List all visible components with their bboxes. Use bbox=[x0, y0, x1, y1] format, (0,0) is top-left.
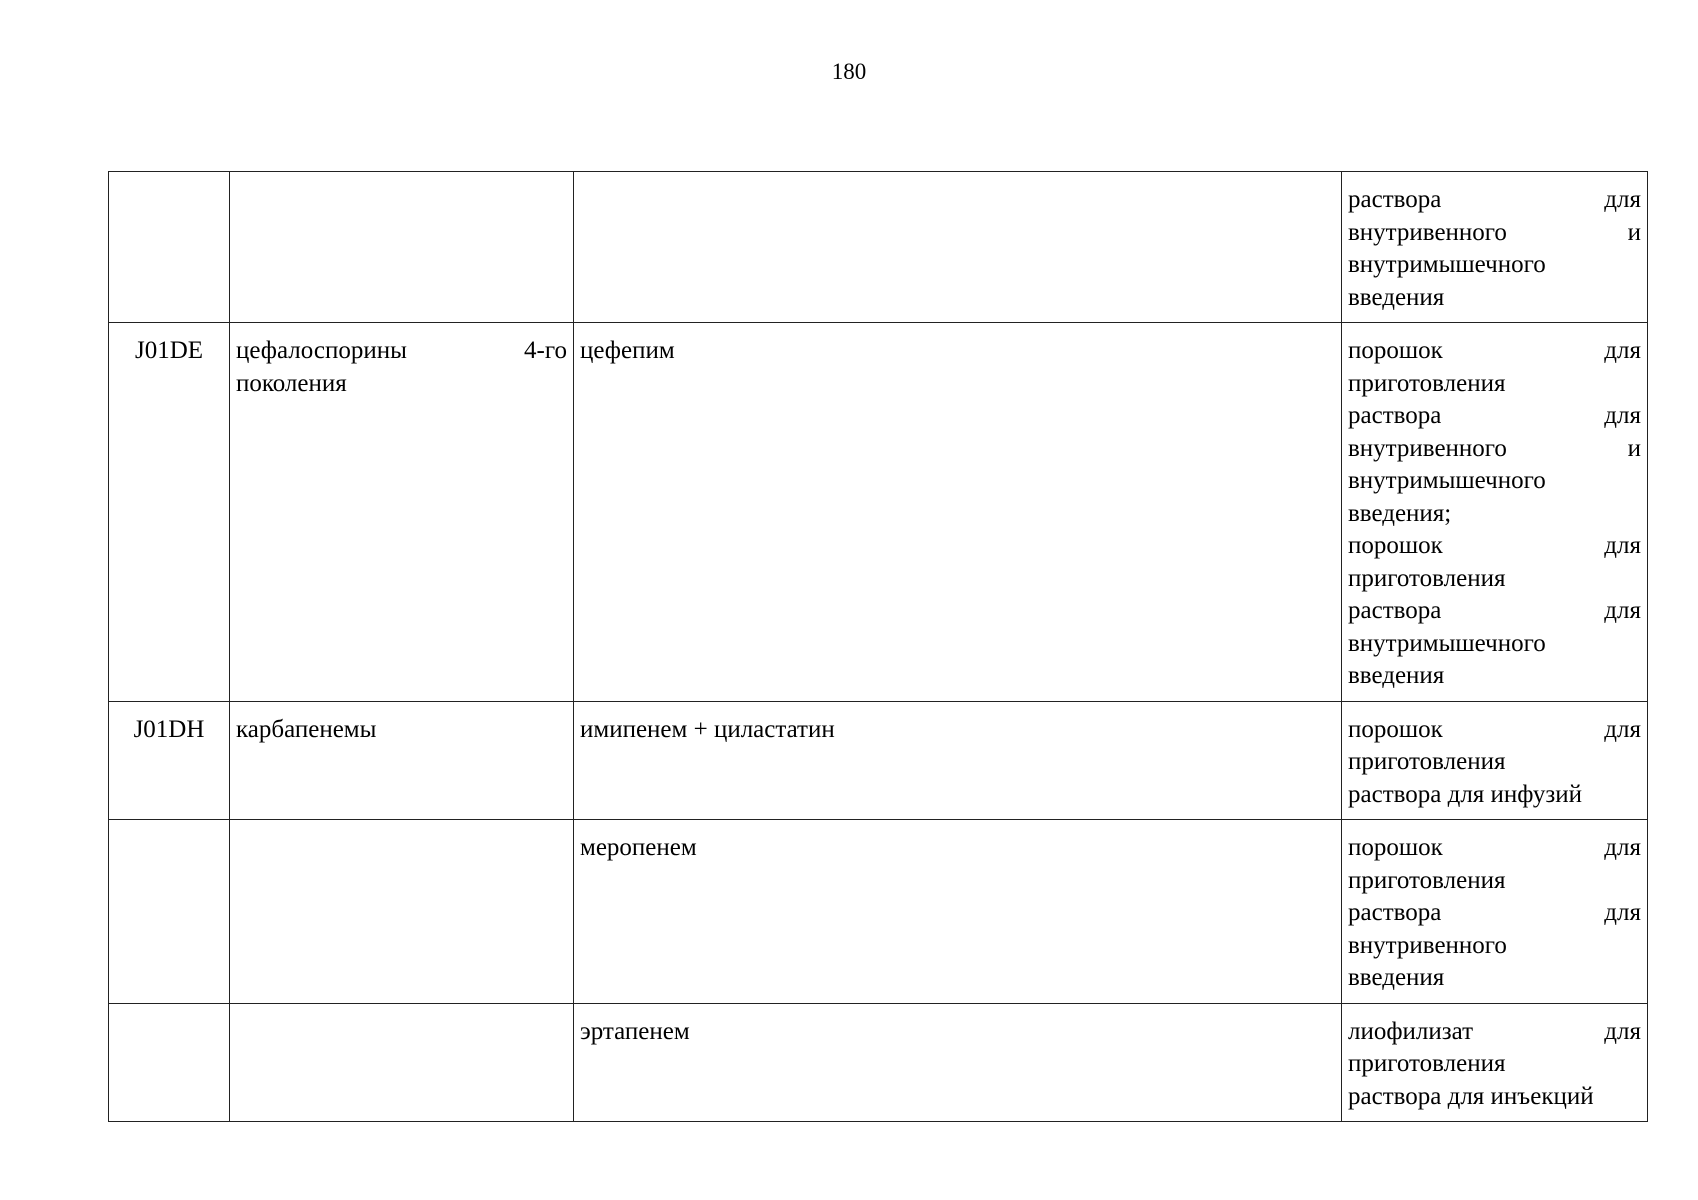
dosage-form-line: приготовления bbox=[1348, 369, 1506, 397]
dosage-form-line: приготовления bbox=[1348, 748, 1506, 775]
table-row bbox=[109, 323, 1648, 702]
dosage-form-line: приготовления bbox=[1348, 1050, 1506, 1077]
atc-code-cell: J01DE bbox=[109, 323, 230, 702]
atc-group-cell bbox=[230, 701, 574, 820]
group-text-line: карбапенемы bbox=[236, 715, 377, 743]
dosage-form-line: раствора для bbox=[1348, 597, 1641, 624]
atc-group-cell bbox=[230, 323, 574, 702]
table-row bbox=[109, 820, 1648, 1004]
page-number: 180 bbox=[831, 59, 867, 84]
dosage-form-line: внутримышечного bbox=[1348, 251, 1546, 278]
dosage-form-line: введения bbox=[1348, 283, 1445, 311]
dosage-form-line: введения; bbox=[1348, 499, 1452, 527]
group-text-line: цефалоспорины 4-го bbox=[236, 337, 567, 364]
dosage-form-line: порошок для bbox=[1348, 834, 1641, 861]
drug-table bbox=[108, 171, 1648, 1122]
table-row bbox=[109, 172, 1648, 323]
dosage-form-cell bbox=[1342, 323, 1648, 702]
dosage-form-line: внутримышечного bbox=[1348, 467, 1546, 494]
dosage-form-line: введения bbox=[1348, 662, 1445, 689]
dosage-form-line: введения bbox=[1348, 964, 1445, 991]
table-body bbox=[109, 172, 1648, 1122]
drug-name-cell bbox=[574, 172, 1342, 323]
dosage-form-line: порошок для bbox=[1348, 532, 1641, 559]
atc-code-cell bbox=[109, 1003, 230, 1122]
dosage-form-line: внутримышечного bbox=[1348, 629, 1546, 657]
atc-group-cell bbox=[230, 172, 574, 323]
dosage-form-line: приготовления bbox=[1348, 866, 1506, 894]
drug-name-cell: имипенем + циластатин bbox=[574, 701, 1342, 820]
dosage-form-line: раствора для bbox=[1348, 402, 1641, 429]
group-text-line: поколения bbox=[236, 369, 347, 397]
dosage-form-cell bbox=[1342, 820, 1648, 1004]
dosage-form-line: внутривенного и bbox=[1348, 218, 1641, 246]
table-row bbox=[109, 701, 1648, 820]
atc-code-cell bbox=[109, 820, 230, 1004]
dosage-form-line: раствора для инъекций bbox=[1348, 1082, 1594, 1110]
atc-code-cell: J01DH bbox=[109, 701, 230, 820]
dosage-form-cell bbox=[1342, 1003, 1648, 1122]
dosage-form-line: порошок для bbox=[1348, 715, 1641, 743]
dosage-form-line: приготовления bbox=[1348, 564, 1506, 592]
table-row bbox=[109, 1003, 1648, 1122]
dosage-form-line: раствора для bbox=[1348, 899, 1641, 926]
dosage-form-cell bbox=[1342, 701, 1648, 820]
dosage-form-line: порошок для bbox=[1348, 337, 1641, 364]
dosage-form-line: внутривенного и bbox=[1348, 434, 1641, 462]
dosage-form-cell bbox=[1342, 172, 1648, 323]
atc-group-cell bbox=[230, 820, 574, 1004]
dosage-form-line: раствора для bbox=[1348, 186, 1641, 213]
dosage-form-line: раствора для инфузий bbox=[1348, 780, 1583, 808]
dosage-form-line: внутривенного bbox=[1348, 931, 1507, 959]
dosage-form-line: лиофилизат для bbox=[1348, 1017, 1641, 1045]
drug-name-cell: меропенем bbox=[574, 820, 1342, 1004]
drug-name-cell: эртапенем bbox=[574, 1003, 1342, 1122]
atc-group-cell bbox=[230, 1003, 574, 1122]
atc-code-cell bbox=[109, 172, 230, 323]
drug-name-cell: цефепим bbox=[574, 323, 1342, 702]
